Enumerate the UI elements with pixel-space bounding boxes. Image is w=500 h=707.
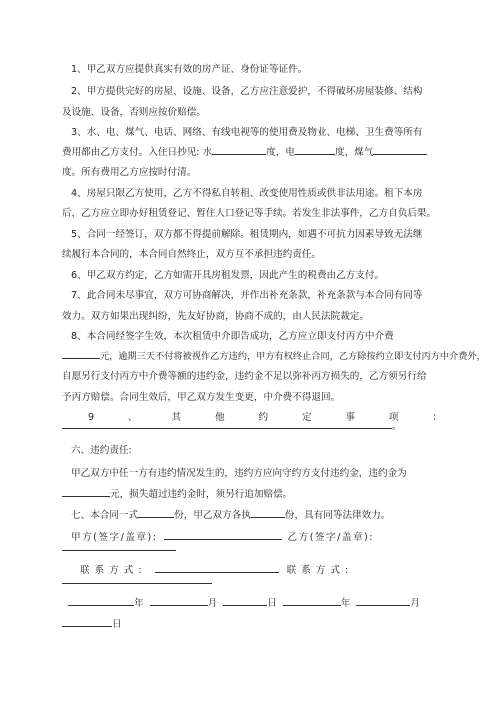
other-terms-blank[interactable]	[62, 416, 392, 429]
c9-char: 9	[88, 412, 95, 423]
c9-char: 项	[388, 412, 399, 423]
month-a-label: 月	[207, 598, 218, 609]
day-a-blank[interactable]	[223, 593, 267, 606]
clause-1: 1、甲乙双方应提供真实有效的房产证、身份证等证件。	[71, 64, 308, 75]
clause-2-line-1: 2、甲方提供完好的房屋、设施、设备，乙方应注意爱护，不得破坏房屋装修、结构	[71, 86, 423, 97]
copies-total-blank[interactable]	[138, 505, 174, 518]
clause-7-line-1: 7、此合同未尽事宜，双方可协商解决，并作出补充条款，补充条款与本合同有同等	[71, 290, 423, 301]
year-a-blank[interactable]	[68, 593, 134, 606]
section-6-text: 元，损失超过违约金时，须另行追加赔偿。	[110, 489, 293, 500]
c9-char: ：	[432, 412, 442, 423]
copies-each-blank[interactable]	[251, 505, 285, 518]
clause-7-line-2: 效力。双方如果出现纠纷，先友好协商，协商不成的，由人民法院裁定。	[62, 311, 369, 322]
section-7-line	[71, 505, 442, 526]
clause-8-line-3: 自愿另行支付丙方中介费等额的违约金，违约金不足以弥补丙方损失的，乙方须另行给	[62, 371, 427, 382]
month-b-blank[interactable]	[356, 593, 410, 606]
party-a-signature-label: 甲方(签字/盖章):	[71, 532, 158, 543]
contact-line-2	[62, 571, 442, 592]
section-7-text-1: 七、本合同一式	[71, 510, 139, 521]
clause-8-text-2: 元，逾期三天不付将被视作乙方违约，甲方有权终止合同，乙方除按约立即支付丙方中介费外，	[100, 351, 486, 362]
meter-reading-label: 费用都由乙方支付。入住日抄见: 水	[62, 147, 213, 158]
clause-5-line-2: 续履行本合同的，本合同自然终止，双方互不承担违约责任。	[62, 249, 322, 260]
party-b-signature-blank[interactable]	[62, 538, 176, 551]
section-6-title: 六、违约责任:	[71, 445, 132, 456]
year-b-label: 年	[340, 598, 351, 609]
c9-char: 约	[258, 412, 269, 423]
water-unit: 度，电	[266, 147, 295, 158]
c9-char: 定	[301, 412, 312, 423]
party-b-signature-label: 乙方(签字/盖章):	[287, 532, 375, 543]
electric-blank[interactable]	[295, 142, 335, 155]
clause-9-line-2	[62, 416, 442, 437]
clause-3-line-3: 度。所有费用乙方应按时付清。	[62, 167, 197, 178]
clause-8-text: 8、本合同经签字生效，本次租赁中介即告成功，乙方应立即支付丙方中介费	[71, 331, 394, 342]
section-6-line-2	[62, 484, 442, 505]
clause-8-line-1	[71, 326, 442, 347]
agency-fee-blank[interactable]	[62, 346, 100, 359]
year-b-blank[interactable]	[283, 593, 341, 606]
clause-5-line-1: 5、合同一经签订，双方都不得提前解除。租赁期内，如遇不可抗力因素导致无法继	[71, 229, 423, 240]
year-a-label: 年	[134, 598, 144, 609]
clause-3-line-1: 3、水、电、煤气、电话、网络、有线电视等的使用费及物业、电梯、卫生费等所有	[71, 127, 423, 138]
date-line	[68, 593, 442, 614]
day-b-blank[interactable]	[62, 614, 112, 627]
c9-char: 、	[128, 412, 138, 423]
electric-unit: 度，煤气	[334, 147, 374, 158]
contact-b-label: 联系方式:	[286, 565, 354, 576]
signature-line-2	[62, 538, 442, 559]
day-b-label: 日	[112, 619, 122, 630]
clause-4-line-2: 后，乙方应立即办好租赁登记、暂住人口登记等手续。若发生非法事件，乙方自负后果。	[62, 208, 437, 219]
gas-blank[interactable]	[373, 142, 427, 155]
clause-6: 6、甲乙双方约定，乙方如需开具房租发票，因此产生的税费由乙方支付。	[71, 270, 385, 281]
contact-b-blank[interactable]	[62, 571, 212, 584]
clause-8-line-4: 予丙方赔偿。合同生效后，甲乙双方发生变更，中介费不得退回。	[62, 392, 341, 403]
section-6-line-1: 甲乙双方中任一方有违约情况发生的，违约方应向守约方支付违约金，违约金为	[71, 468, 407, 479]
day-a-label: 日	[267, 598, 277, 609]
contact-a-label: 联系方式:	[80, 565, 147, 576]
date-line-2	[62, 614, 442, 635]
month-b-label: 月	[410, 598, 420, 609]
section-7-text-3: 份，具有同等法律效力。	[284, 510, 391, 521]
clause-9-end: 。	[392, 421, 402, 432]
section-7-text-2: 份，甲乙双方各执	[174, 510, 251, 521]
clause-4-line-1: 4、房屋只限乙方使用，乙方不得私自转租、改变使用性质或供非法用途。租下本房	[71, 188, 423, 199]
c9-char: 其	[171, 412, 182, 423]
c9-char: 事	[345, 412, 356, 423]
clause-3-line-2	[62, 142, 442, 163]
clause-8-line-2	[62, 346, 486, 367]
c9-char: 他	[214, 412, 225, 423]
penalty-blank[interactable]	[62, 484, 110, 497]
month-a-blank[interactable]	[150, 593, 208, 606]
water-blank[interactable]	[212, 142, 266, 155]
clause-2-line-2: 及设施、设备，否则应按价赔偿。	[62, 107, 206, 118]
